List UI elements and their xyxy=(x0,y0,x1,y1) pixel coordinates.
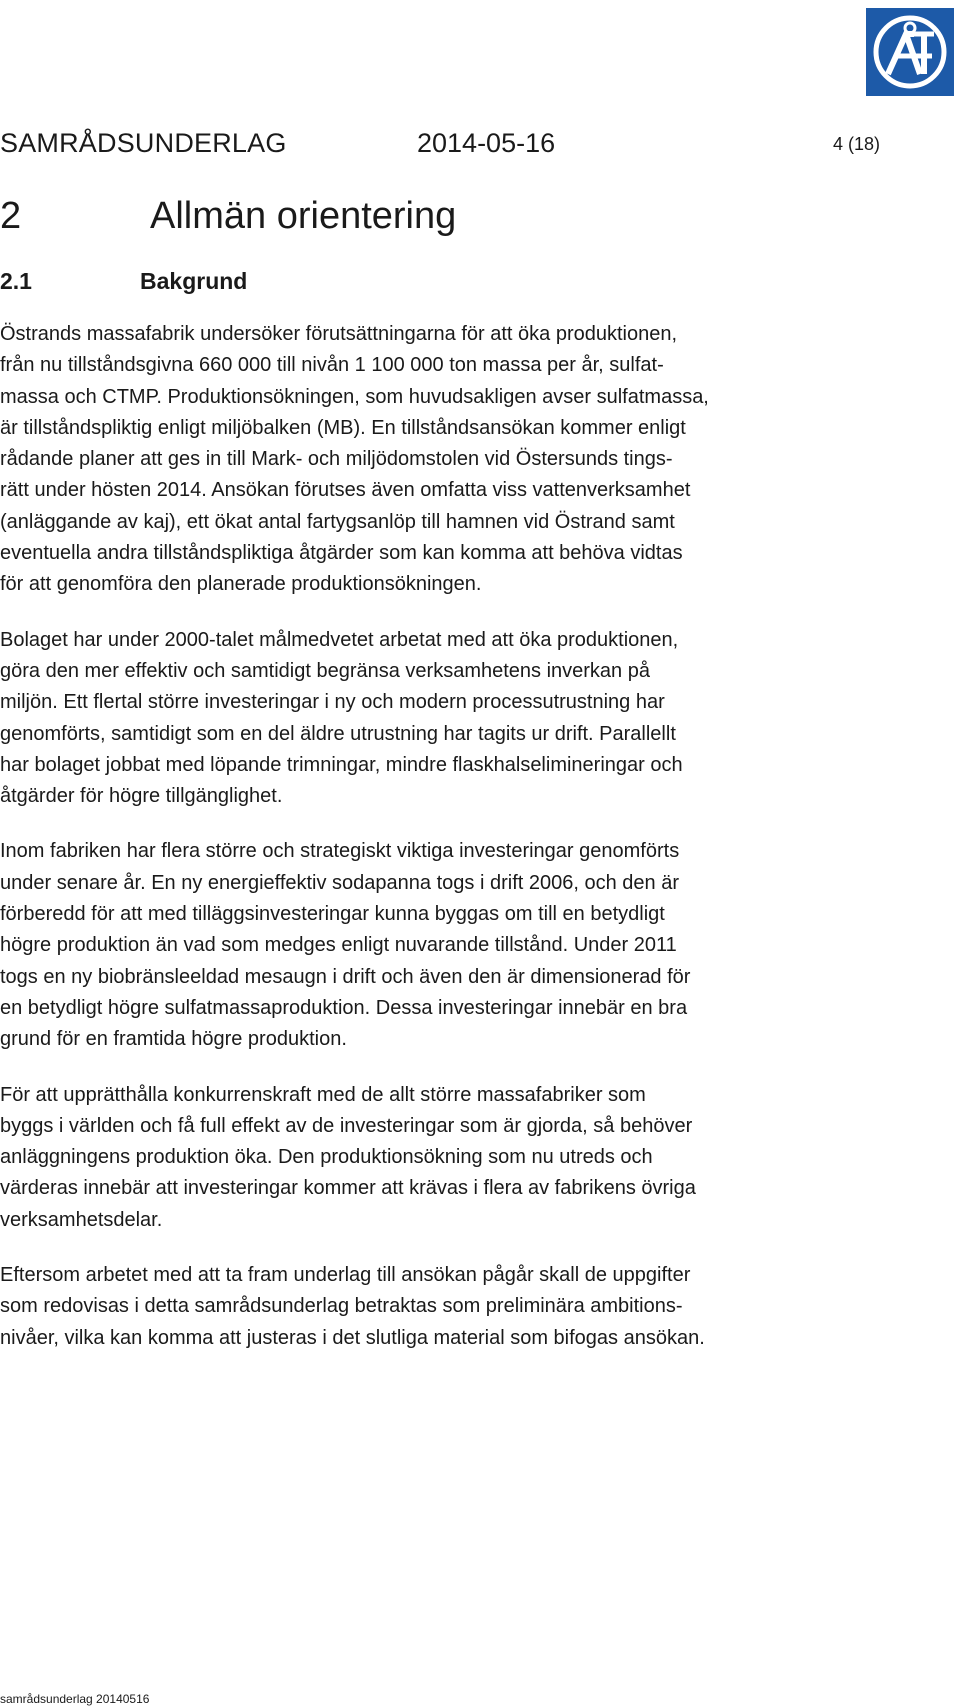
paragraph-line: har bolaget jobbat med löpande trimningar, mindre flaskhalselimineringar och xyxy=(0,753,683,776)
paragraph-line: byggs i världen och få full effekt av de investeringar som är gjorda, så behöver xyxy=(0,1114,693,1137)
page-footer: samrådsunderlag 20140516 xyxy=(0,1692,150,1706)
paragraph-line: (anläggande av kaj), ett ökat antal fartygsanlöp till hamnen vid Östrand samt xyxy=(0,510,675,533)
paragraph-line: åtgärder för högre tillgänglighet. xyxy=(0,785,283,808)
section-heading xyxy=(0,195,456,238)
subsection-heading xyxy=(0,268,247,295)
paragraph-line: anläggningens produktion öka. Den produktionsökning som nu utreds och xyxy=(0,1146,653,1169)
company-seal-logo-icon xyxy=(866,8,954,96)
paragraph-line: För att upprätthålla konkurrenskraft med de allt större massafabriker som xyxy=(0,1083,646,1106)
paragraph xyxy=(0,1080,830,1236)
paragraph-line: från nu tillståndsgivna 660 000 till nivån 1 100 000 ton massa per år, sulfat- xyxy=(0,354,664,377)
paragraph-line: värderas innebär att investeringar kommer att krävas i flera av fabrikens övriga xyxy=(0,1177,696,1200)
paragraph-line: genomförts, samtidigt som en del äldre utrustning har tagits ur drift. Parallellt xyxy=(0,722,676,745)
paragraph xyxy=(0,1260,830,1354)
paragraph-line: är tillståndspliktig enligt miljöbalken (MB). En tillståndsansökan kommer enligt xyxy=(0,416,686,439)
paragraph-line: en betydligt högre sulfatmassaproduktion. Dessa investeringar innebär en bra xyxy=(0,996,688,1019)
page-number: 4 (18) xyxy=(833,134,881,154)
page-header xyxy=(0,128,900,168)
subsection-title: Bakgrund xyxy=(140,268,248,294)
paragraph-line: Eftersom arbetet med att ta fram underlag till ansökan pågår skall de uppgifter xyxy=(0,1264,691,1287)
paragraph-line: högre produktion än vad som medges enligt nuvarande tillstånd. Under 2011 xyxy=(0,934,677,957)
paragraph-line: eventuella andra tillståndspliktiga åtgärder som kan komma att behöva vidtas xyxy=(0,542,683,565)
document-date: 2014-05-16 xyxy=(417,128,556,158)
paragraph-line: miljön. Ett flertal större investeringar i ny och modern processutrustning har xyxy=(0,691,665,714)
body-text xyxy=(0,319,830,1378)
paragraph-line: göra den mer effektiv och samtidigt begränsa verksamhetens inverkan på xyxy=(0,659,650,682)
section-number: 2 xyxy=(0,195,22,237)
paragraph-line: rätt under hösten 2014. Ansökan förutses även omfatta viss vattenverksamhet xyxy=(0,479,691,502)
paragraph-line: som redovisas i detta samrådsunderlag betraktas som preliminära ambitions- xyxy=(0,1295,683,1318)
paragraph-line: Östrands massafabrik undersöker förutsättningarna för att öka produktionen, xyxy=(0,323,678,345)
section-title: Allmän orientering xyxy=(150,195,457,237)
paragraph xyxy=(0,319,830,601)
paragraph-line: rådande planer att ges in till Mark- och miljödomstolen vid Östersunds tings- xyxy=(0,448,673,471)
paragraph-line: nivåer, vilka kan komma att justeras i det slutliga material som bifogas ansökan. xyxy=(0,1326,705,1349)
paragraph-line: Bolaget har under 2000-talet målmedvetet arbetat med att öka produktionen, xyxy=(0,628,679,651)
paragraph-line: verksamhetsdelar. xyxy=(0,1208,163,1231)
paragraph-line: under senare år. En ny energieffektiv sodapanna togs i drift 2006, och den är xyxy=(0,871,679,894)
paragraph xyxy=(0,836,830,1055)
document-type: SAMRÅDSUNDERLAG xyxy=(0,128,287,158)
paragraph-line: grund för en framtida högre produktion. xyxy=(0,1028,347,1051)
paragraph-line: förberedd för att med tilläggsinvesteringar kunna byggas om till en betydligt xyxy=(0,903,665,926)
paragraph-line: Inom fabriken har flera större och strategiskt viktiga investeringar genomförts xyxy=(0,840,680,863)
company-logo xyxy=(866,8,954,96)
subsection-number: 2.1 xyxy=(0,268,32,294)
paragraph-line: togs en ny biobränsleeldad mesaugn i drift och även den är dimensionerad för xyxy=(0,965,691,988)
paragraph-line: för att genomföra den planerade produktionsökningen. xyxy=(0,573,482,596)
paragraph xyxy=(0,625,830,813)
paragraph-line: massa och CTMP. Produktionsökningen, som huvudsakligen avser sulfatmassa, xyxy=(0,385,709,408)
